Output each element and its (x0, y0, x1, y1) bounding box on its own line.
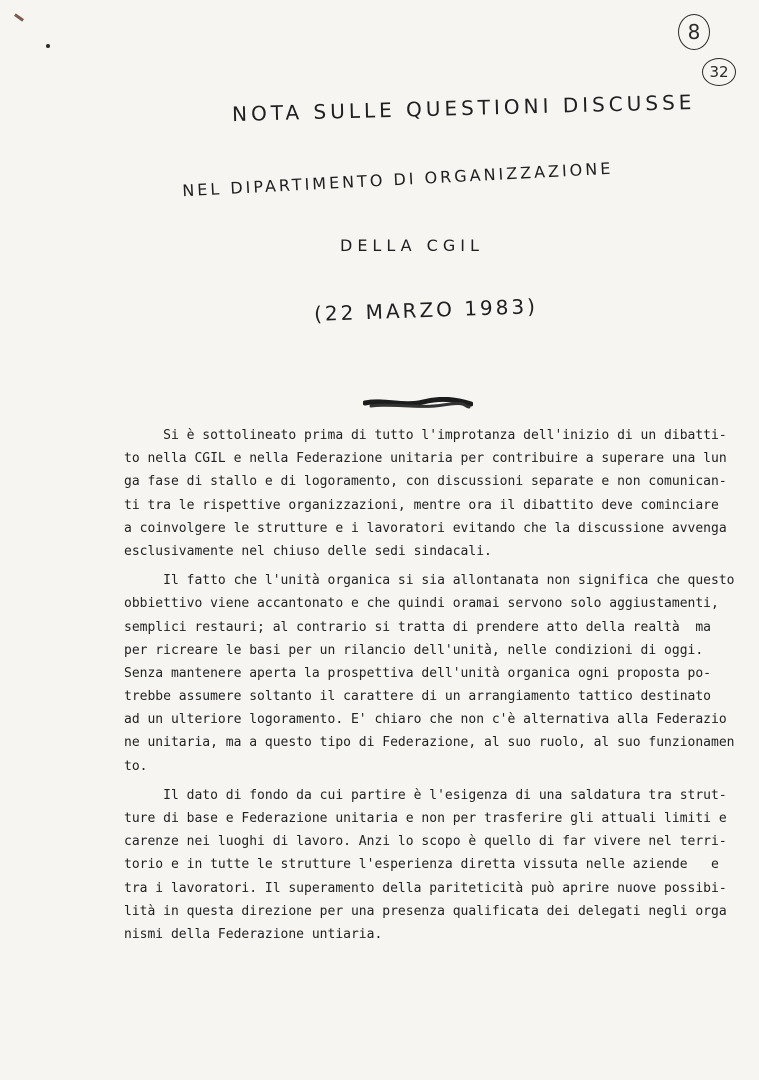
text-line: ad un ulteriore logoramento. E' chiaro che non c'è alternativa alla Federazio (124, 712, 727, 728)
text-line: carenze nei luoghi di lavoro. Anzi lo scopo è quello di far vivere nel terri- (124, 834, 727, 850)
circled-page-number-primary: 8 (678, 14, 710, 50)
text-line: ne unitaria, ma a questo tipo di Federazione, al suo ruolo, al suo funzionamen (124, 735, 735, 751)
text-line: lità in questa direzione per una presenza qualificata dei delegati negli orga (124, 903, 727, 919)
paragraph-2 (124, 569, 736, 778)
text-line: Il fatto che l'unità organica si sia allontanata non significa che questo (124, 573, 735, 589)
text-line: Si è sottolineato prima di tutto l'improtanza dell'inizio di un dibatti- (124, 428, 727, 443)
text-line: semplici restauri; al contrario si tratta di prendere atto della realtà ma (124, 619, 711, 635)
text-line: Senza mantenere aperta la prospettiva dell'unità organica ogni proposta po- (124, 665, 711, 681)
handwritten-title-line-3: DELLA CGIL (340, 236, 484, 255)
scribble-divider (363, 397, 473, 411)
handwritten-title-line-2: NEL DIPARTIMENTO DI ORGANIZZAZIONE (181, 158, 614, 201)
text-line: Il dato di fondo da cui partire è l'esigenza di una saldatura tra strut- (124, 787, 727, 803)
text-line: obbiettivo viene accantonato e che quindi oramai servono solo aggiustamenti, (124, 596, 719, 612)
text-line: torio e in tutte le strutture l'esperienza diretta vissuta nelle aziende e (124, 857, 719, 873)
handwritten-title-line-1: NOTA SULLE QUESTIONI DISCUSSE (231, 89, 696, 127)
text-line: per ricreare le basi per un rilancio dell'unità, nelle condizioni di oggi. (124, 642, 704, 658)
text-line: to. (124, 758, 148, 774)
handwritten-title-date: (22 MARZO 1983) (313, 294, 539, 326)
text-line: nismi della Federazione untiaria. (124, 926, 383, 942)
text-line: tra i lavoratori. Il superamento della pariteticità può aprire nuove possibi- (124, 880, 727, 896)
text-line: ga fase di stallo e di logoramento, con discussioni separate e non comunican- (124, 474, 727, 490)
corner-dot-mark (46, 44, 50, 48)
text-line: to nella CGIL e nella Federazione unitaria per contribuire a superare una lun (124, 451, 727, 467)
paragraph-3 (124, 784, 736, 946)
typed-body-text (124, 424, 736, 946)
circled-page-number-secondary: 32 (702, 58, 736, 86)
text-line: a coinvolgere le strutture e i lavoratori evitando che la discussione avvenga (124, 520, 727, 536)
text-line: trebbe assumere soltanto il carattere di un arrangiamento tattico destinato (124, 689, 711, 705)
text-line: ture di base e Federazione unitaria e non per trasferire gli attuali limiti e (124, 811, 727, 826)
paragraph-1 (124, 424, 736, 563)
text-line: esclusivamente nel chiuso delle sedi sindacali. (124, 543, 492, 559)
corner-pen-mark (14, 13, 24, 21)
text-line: ti tra le rispettive organizzazioni, mentre ora il dibattito deve cominciare (124, 497, 719, 513)
